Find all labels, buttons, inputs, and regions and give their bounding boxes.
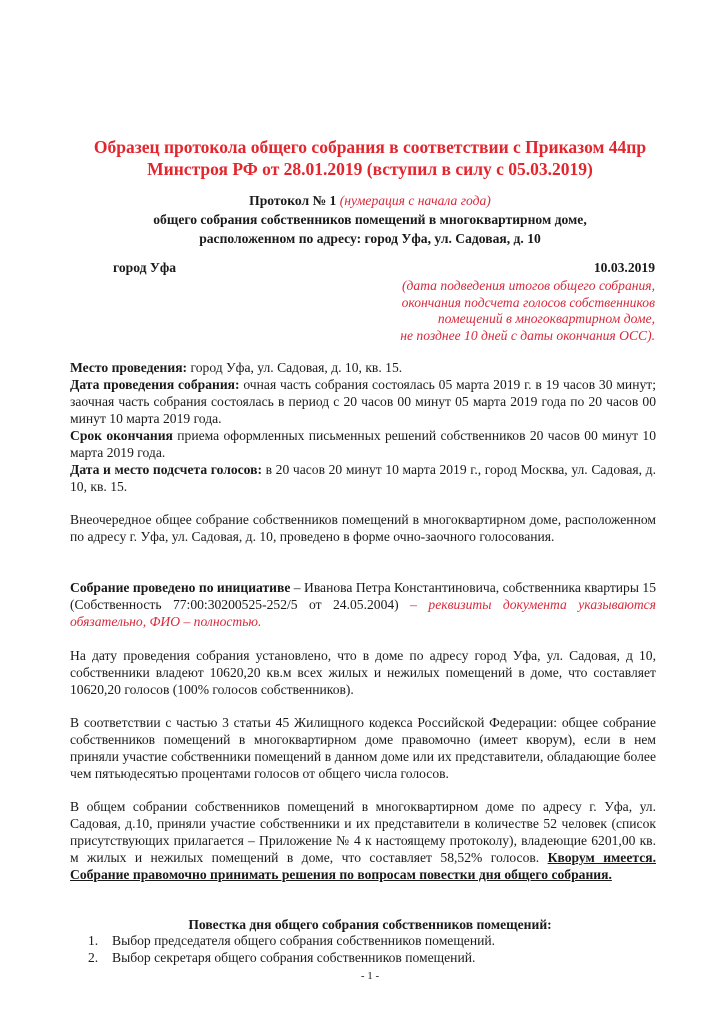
vote-count xyxy=(70,461,656,495)
date-note-line: окончания подсчета голосов собственников xyxy=(401,294,655,310)
city: город Уфа xyxy=(113,260,177,275)
agenda-item-text: Выбор председателя общего собрания собственников помещений. xyxy=(112,933,496,948)
initiative-paragraph xyxy=(70,579,656,630)
ownership-paragraph: На дату проведения собрания установлено, что в доме по адресу город Уфа, ул. Садовая, д 10, собственники владеют 10620,20 кв.м всех жилых и нежилых помещений в доме, что составляет 10620,20 голосов (100% голосов собственников). xyxy=(70,648,656,697)
title-line-1: Образец протокола общего собрания в соответствии с Приказом 44пр xyxy=(93,137,647,157)
vote-count-label: Дата и место подсчета голосов: xyxy=(70,462,262,477)
attendance-paragraph xyxy=(70,798,656,883)
initiative-text: – Иванова Петра Константиновича, собственника квартиры 15 (Собственность 77:00:30200525-252/5 от 24.05.2004) xyxy=(70,580,656,612)
date-note-line: не позднее 10 дней с даты окончания ОСС). xyxy=(400,327,655,343)
date-note-line: помещений в многоквартирном доме, xyxy=(437,311,655,326)
agenda-item-number: 2. xyxy=(88,950,99,965)
title-line-2: Минстроя РФ от 28.01.2019 (вступил в силу с 05.03.2019) xyxy=(147,159,593,179)
agenda-title: Повестка дня общего собрания собственников помещений: xyxy=(188,917,552,932)
initiative-label: Собрание проведено по инициативе xyxy=(70,580,291,595)
protocol-date: 10.03.2019 xyxy=(593,260,655,275)
document-title xyxy=(60,136,680,180)
attendance-text: В общем собрании собственников помещений в многоквартирном доме по адресу г. Уфа, ул. Садовая, д.10, приняли участие собственники и их представители в количестве 52 человек (список присутствующих прилагается – Приложение № 4 к настоящему протоколу), владеющие 6201,00 кв. м жилых и нежилых помещений в доме, что составляет 58,52% голосов. xyxy=(70,799,656,865)
venue-label: Место проведения: xyxy=(70,360,188,375)
deadline-label: Срок окончания xyxy=(70,428,173,443)
meeting-date-label: Дата проведения собрания: xyxy=(70,377,240,392)
vote-count-text: в 20 часов 20 минут 10 марта 2019 г., город Москва, ул. Садовая, д. 10, кв. 15. xyxy=(70,462,656,494)
meeting-form-paragraph: Внеочередное общее собрание собственников помещений в многоквартирном доме, расположенном по адресу г. Уфа, ул. Садовая, д. 10, проведено в форме очно-заочного голосования. xyxy=(70,512,656,544)
numbering-note: (нумерация с начала года) xyxy=(339,193,491,208)
agenda-item xyxy=(70,932,656,949)
initiative-note: – реквизиты документа указываются обязательно, ФИО – полностью. xyxy=(70,597,656,629)
deadline-text: приема оформленных письменных решений собственников 20 часов 00 минут 10 марта 2019 года. xyxy=(70,428,656,460)
protocol-subtitle-1: общего собрания собственников помещений в многоквартирном доме, xyxy=(153,212,587,227)
date-note xyxy=(335,278,655,344)
quorum-statement: Кворум имеется. Собрание правомочно принимать решения по вопросам повестки дня общего собрания. xyxy=(70,850,656,882)
venue-text: город Уфа, ул. Садовая, д. 10, кв. 15. xyxy=(187,360,403,375)
page-number: - 1 - xyxy=(360,970,380,982)
agenda-item-text: Выбор секретаря общего собрания собственников помещений. xyxy=(112,950,476,965)
date-note-line: (дата подведения итогов общего собрания, xyxy=(402,278,655,293)
deadline xyxy=(70,427,656,461)
meeting-date xyxy=(70,376,656,427)
protocol-header xyxy=(60,191,680,248)
law-paragraph: В соответствии с частью 3 статьи 45 Жилищного кодекса Российской Федерации: общее собрание собственников помещений в многоквартирном доме правомочно (имеет кворум), если в нем приняли участие собственники помещений в данном доме или их представители, обладающие более чем пятьюдесятью процентами голосов от общего числа голосов. xyxy=(70,715,656,781)
protocol-subtitle-2: расположенном по адресу: город Уфа, ул. Садовая, д. 10 xyxy=(199,231,541,246)
agenda-item xyxy=(70,949,656,966)
protocol-label: Протокол № 1 xyxy=(249,193,337,208)
venue xyxy=(70,359,656,376)
agenda-item-number: 1. xyxy=(88,933,99,948)
agenda-list xyxy=(70,932,656,966)
meeting-details xyxy=(70,359,656,495)
meeting-date-text: очная часть собрания состоялась 05 марта 2019 г. в 19 часов 30 минут; заочная часть собрания состоялась в период с 20 часов 00 минут 05 марта 2019 года по 20 часов 00 минут 10 марта 2019 года. xyxy=(70,377,656,426)
